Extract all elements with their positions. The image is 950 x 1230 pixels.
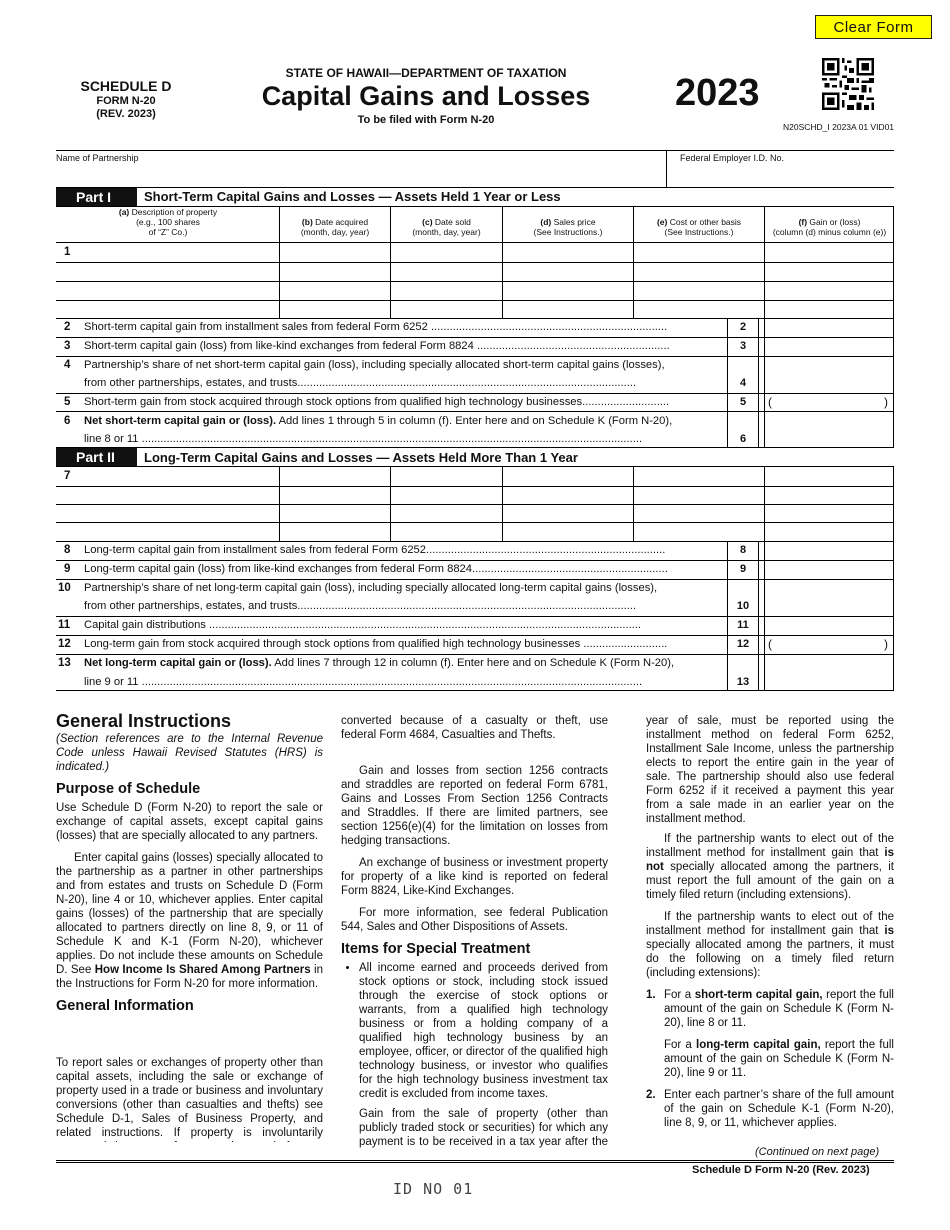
- col-a-label-3: of “Z” Co.): [148, 227, 188, 237]
- continued-note: (Continued on next page): [755, 1146, 880, 1158]
- line-12-amount-field[interactable]: [775, 637, 880, 652]
- line-10-box: 10: [736, 600, 750, 612]
- col-d-label-2: (See Instructions.): [533, 227, 603, 237]
- partnership-name-field[interactable]: [56, 166, 662, 186]
- line-11-text: Capital gain distributions ...........................................................................................................................................: [84, 619, 642, 631]
- footer-rule: [56, 1160, 894, 1161]
- divider: [56, 337, 894, 338]
- fein-field[interactable]: [670, 166, 892, 186]
- line-2-box: 2: [739, 321, 747, 333]
- col-c-label: Date sold: [432, 217, 471, 227]
- line-10-text-2: from other partnerships, estates, and trusts.............................................................................................................: [84, 600, 637, 612]
- line-10-number: 10: [58, 582, 71, 594]
- purpose-paragraph-2: [56, 851, 323, 991]
- step-1-number: 1.: [646, 989, 656, 1001]
- special-treatment-heading: Items for Special Treatment: [341, 941, 531, 957]
- line-13-number: 13: [58, 657, 71, 669]
- line-10-text: Partnership’s share of net long-term capital gain (loss), including specially allocated long-term capital gains (losses),: [84, 582, 658, 594]
- col2-paragraph-2: An exchange of business or investment property for property of a like kind is reported on federal Form 8824, Like-Kind Exchanges.: [341, 857, 608, 897]
- col-a-letter: (a): [118, 207, 130, 217]
- line-4-text: Partnership’s share of net short-term capital gain (loss), including specially allocated short-term capital gains (losses),: [84, 359, 665, 371]
- footer-form-id: Schedule D Form N-20 (Rev. 2023): [692, 1164, 870, 1176]
- divider: [502, 206, 503, 318]
- divider: [56, 393, 894, 394]
- step-1-c: report the full amount of the gain on Schedule K (Form N-20), line 8 or 11.: [664, 989, 894, 1029]
- divider: [633, 206, 634, 318]
- bullet-2-overflow: year of sale, must be reported using the installment method on federal Form 6252, Installment Sale Income, unless the partnership elects to report the entire gain in the year of sale. The partnership should also use federal Form 6252 if it received a payment this year from a sale made in an earlier year on the installment method.: [646, 715, 894, 825]
- divider: [56, 522, 894, 523]
- line-6-rest: Add lines 1 through 5 in column (f). Enter here and on Schedule K (Form N-20),: [276, 415, 673, 427]
- line-13-text-2: line 9 or 11 .................................................................................................................................................................: [84, 676, 643, 688]
- col-b-label: Date acquired: [312, 217, 369, 227]
- line-3-amount-field[interactable]: [766, 339, 892, 354]
- divider: [56, 635, 894, 636]
- col2-paragraph-3: For more information, see federal Publication 544, Sales and Other Dispositions of Assets.: [341, 907, 608, 933]
- schedule-id-block: [58, 78, 194, 120]
- col-e-label: Cost or other basis: [667, 217, 742, 227]
- line-12-number: 12: [58, 638, 71, 650]
- purpose-heading: Purpose of Schedule: [56, 781, 201, 797]
- line-9-amount-field[interactable]: [766, 562, 892, 577]
- col-f-letter: (f): [798, 217, 808, 227]
- col-c-header: [391, 217, 502, 237]
- line-9-box: 9: [739, 563, 747, 575]
- line-3-box: 3: [739, 340, 747, 352]
- line-5-text: Short-term gain from stock acquired through stock options from qualified high technology businesses............................: [84, 396, 670, 408]
- divider: [56, 447, 894, 448]
- divider: [279, 466, 280, 541]
- col3-p2-b: is: [884, 925, 894, 937]
- rev-label: (REV. 2023): [96, 108, 156, 120]
- divider: [56, 504, 894, 505]
- line-2-amount-field[interactable]: [766, 320, 892, 335]
- line-6-bold: Net short-term capital gain or (loss).: [84, 415, 277, 427]
- col-b-label-2: (month, day, year): [300, 227, 370, 237]
- line-6-amount-field[interactable]: [766, 430, 892, 445]
- divider: [56, 486, 894, 487]
- step-1: [646, 988, 894, 1088]
- state-dept: STATE OF HAWAII—DEPARTMENT OF TAXATION: [285, 66, 567, 80]
- line-11-box: 11: [737, 619, 749, 631]
- line-4-number: 4: [64, 359, 71, 371]
- col3-paragraph-2: [646, 910, 894, 980]
- general-info-continued: [341, 714, 608, 758]
- col-d-letter: (d): [540, 217, 552, 227]
- special-bullet-2: • Gain from the sale of property (other than publicly traded stock or securities) for which any payment is to be received in a tax year after the: [359, 1107, 608, 1149]
- part1-title: Short-Term Capital Gains and Losses — Assets Held 1 Year or Less: [144, 189, 561, 204]
- line-13-amount-field[interactable]: [766, 673, 892, 688]
- divider: [56, 411, 894, 412]
- form-label: FORM N-20: [96, 95, 156, 107]
- part2-title: Long-Term Capital Gains and Losses — Assets Held More Than 1 Year: [144, 450, 578, 465]
- line-8-amount-field[interactable]: [766, 543, 892, 558]
- line-5-amount-field[interactable]: [775, 395, 880, 410]
- line-8-text: Long-term capital gain from installment sales from federal Form 6252.............................................................................: [84, 544, 666, 556]
- line-8-number: 8: [64, 544, 71, 556]
- page-title: Capital Gains and Losses: [261, 81, 591, 111]
- col3-p1-a: If the partnership wants to elect out of the installment method for installment gain that: [646, 833, 894, 859]
- instructions-col-3: [646, 832, 894, 1130]
- col-e-header: [634, 217, 764, 237]
- line-4-text-2: from other partnerships, estates, and trusts.............................................................................................................: [84, 377, 637, 389]
- divider: [56, 541, 894, 542]
- line-2-number: 2: [64, 321, 71, 333]
- line-6-text: [84, 415, 724, 427]
- line-5-paren-close: ): [884, 395, 888, 409]
- line-12-paren-close: ): [884, 637, 888, 651]
- col-f-label-2: (column (d) minus column (e)): [772, 227, 887, 237]
- line-13-box: 13: [736, 676, 750, 688]
- step-2-number: 2.: [646, 1089, 656, 1101]
- line-2-text: Short-term capital gain from installment sales from federal Form 6252 ............................................................................: [84, 321, 668, 333]
- step-1-a: For a: [664, 989, 695, 1001]
- bullet-2-continued: [646, 714, 894, 828]
- form-code: N20SCHD_I 2023A 01 VID01: [783, 122, 895, 132]
- line-4-box: 4: [739, 377, 747, 389]
- step-2-text: Enter each partner’s share of the full amount of the gain on Schedule K-1 (Form N-20), line 8, 9, or 11, whichever applies.: [664, 1089, 894, 1129]
- clear-form-button[interactable]: Clear Form: [815, 15, 932, 39]
- title-block: [240, 66, 612, 126]
- divider: [502, 466, 503, 541]
- divider: [56, 281, 894, 282]
- col3-paragraph-1: [646, 832, 894, 902]
- col-f-header: [765, 217, 894, 237]
- section-note: (Section references are to the Internal Revenue Code unless Hawaii Revised Statutes (HRS) is indicated.): [56, 733, 323, 773]
- general-info-overflow: converted because of a casualty or theft, use federal Form 4684, Casualties and Thefts.: [341, 715, 608, 741]
- line-6-number: 6: [64, 415, 71, 427]
- divider: [279, 206, 280, 318]
- step-1-short: [664, 988, 894, 1030]
- divider: [56, 300, 894, 301]
- part1-tag: Part I: [56, 188, 137, 206]
- divider: [56, 560, 894, 561]
- divider: [56, 579, 894, 580]
- col-c-letter: (c): [422, 217, 433, 227]
- col3-p1-b: is not: [646, 847, 894, 873]
- line-11-number: 11: [58, 619, 71, 631]
- line-13-text: [84, 657, 724, 669]
- col-e-label-2: (See Instructions.): [664, 227, 734, 237]
- divider: [56, 616, 894, 617]
- line-9-text: Long-term capital gain (loss) from like-kind exchanges from federal Form 8824...............................................................: [84, 563, 668, 575]
- col3-p2-c: specially allocated among the partners, it must do the following on a timely filed return (including extensions):: [646, 939, 894, 979]
- divider: [56, 690, 894, 691]
- instructions-col-1: [56, 711, 323, 1018]
- special-list: [341, 961, 608, 1149]
- col-b-letter: (b): [301, 217, 313, 227]
- col3-p1-c: specially allocated among the partners, it must report the full amount of the gain on a timely filed return (including extensions).: [646, 861, 894, 901]
- col-a-label: Description of property: [129, 207, 218, 217]
- schedule-label: SCHEDULE D: [80, 78, 172, 94]
- divider: [56, 150, 894, 151]
- divider: [56, 318, 894, 319]
- col-f-label: Gain or (loss): [807, 217, 861, 227]
- step-1-f: report the full amount of the gain on Schedule K (Form N-20), line 9 or 11.: [664, 1039, 894, 1079]
- line-6-box: 6: [739, 433, 747, 445]
- col-c-label-2: (month, day, year): [412, 227, 481, 237]
- line-11-amount-field[interactable]: [766, 618, 892, 633]
- line-13-rest: Add lines 7 through 12 in column (f). Enter here and on Schedule K (Form N-20),: [271, 657, 675, 669]
- line-5-number: 5: [64, 396, 71, 408]
- line-12-paren-open: (: [768, 637, 772, 651]
- line-5-box: 5: [739, 396, 747, 408]
- general-info-heading: General Information: [56, 998, 194, 1014]
- divider: [633, 466, 634, 541]
- col-d-label: Sales price: [551, 217, 596, 227]
- fein-label: Federal Employer I.D. No.: [680, 153, 785, 163]
- general-instructions-heading: General Instructions: [56, 711, 232, 731]
- footer-rule: [56, 1162, 894, 1163]
- divider: [893, 466, 894, 690]
- subtitle: To be filed with Form N-20: [357, 114, 495, 126]
- special-bullet-1: • All income earned and proceeds derived from stock options or stock, including stock issued through the exercise of stock options or warrants, from a qualified high technology business or from a holding company of a qualified high technology business by an employee, officer, or director of the qualified high technology business, or investor who qualifies for the high technology business investment tax credit is excluded from income taxes.: [359, 961, 608, 1101]
- line-12-box: 12: [736, 638, 750, 650]
- col-b-header: [280, 217, 390, 237]
- divider: [56, 654, 894, 655]
- step-1-b: short-term capital gain,: [694, 989, 823, 1001]
- divider: [56, 356, 894, 357]
- name-label: Name of Partnership: [56, 153, 139, 163]
- divider: [56, 242, 894, 243]
- line-10-amount-field[interactable]: [766, 599, 892, 614]
- line-3-text: Short-term capital gain (loss) from like-kind exchanges from federal Form 8824 ..............................................................: [84, 340, 670, 352]
- divider: [666, 150, 667, 187]
- line-12-text: Long-term gain from stock acquired through stock options from qualified high technology businesses ...........................: [84, 638, 668, 650]
- purpose-p2-text: Enter capital gains (losses) specially allocated to the partnership as a partner in other partnerships and from estates and trusts on Schedule D (Form N-20), line 4 or 10, whichever applies. Enter capital gains (losses) of the partnership that are specially allocated to partners directly on line 8, 9, or 11 of Schedule K and K-1 (Form N-20), whichever applies. Do not include these amounts on Schedule D. See: [56, 852, 323, 976]
- step-1-body: [664, 988, 894, 1088]
- step-1-e: long-term capital gain,: [696, 1039, 821, 1051]
- col3-p2-a: If the partnership wants to elect out of the installment method for installment gain that: [646, 911, 894, 937]
- col-a-header: [88, 207, 248, 237]
- divider: [56, 466, 894, 467]
- divider: [390, 466, 391, 541]
- step-1-long: [664, 1038, 894, 1080]
- col-d-header: [503, 217, 633, 237]
- divider: [56, 187, 894, 188]
- line-7-number: 7: [64, 470, 71, 482]
- part2-tag: Part II: [56, 448, 137, 466]
- id-number: ID NO 01: [393, 1180, 474, 1198]
- line-8-box: 8: [739, 544, 747, 556]
- purpose-p2-end: in the Instructions for Form N-20 for more information.: [56, 964, 323, 990]
- step-2: [646, 1088, 894, 1130]
- col2-paragraph-1: Gain and losses from section 1256 contracts and straddles are reported on federal Form 6781, Gains and Losses From Section 1256 Contracts and Straddles. If there are limited partners, see section 1256(e)(4) for the limitation on losses from hedging transactions.: [341, 765, 608, 847]
- tax-year: 2023: [675, 72, 760, 114]
- line-3-number: 3: [64, 340, 71, 352]
- divider: [56, 262, 894, 263]
- general-info-paragraph: To report sales or exchanges of property other than capital assets, including the sale or exchange of property used in a trade or business and involuntary conversions (other than casualties and thefts) see Schedule D-1, Sales of Business Property, and related instructions. If property is involuntarily: [56, 1057, 323, 1139]
- step-1-d: For a: [664, 1039, 697, 1051]
- line-1-number: 1: [64, 246, 71, 258]
- qr-code-icon: [822, 58, 874, 110]
- col-e-letter: (e): [656, 217, 668, 227]
- line-6-text-2: line 8 or 11 .................................................................................................................................................................: [84, 433, 643, 445]
- instructions-col-2: [341, 764, 608, 1155]
- line-13-bold: Net long-term capital gain or (loss).: [84, 657, 272, 669]
- line-4-amount-field[interactable]: [766, 376, 892, 391]
- divider: [390, 206, 391, 318]
- line-5-paren-open: (: [768, 395, 772, 409]
- purpose-paragraph-1: Use Schedule D (Form N-20) to report the sale or exchange of capital assets, except capital gains (losses) that are specially allocated to any partners.: [56, 802, 323, 842]
- purpose-p2-bold: How Income Is Shared Among Partners: [94, 964, 311, 976]
- col-a-label-2: (e.g., 100 shares: [136, 217, 200, 227]
- line-9-number: 9: [64, 563, 71, 575]
- divider: [764, 466, 765, 690]
